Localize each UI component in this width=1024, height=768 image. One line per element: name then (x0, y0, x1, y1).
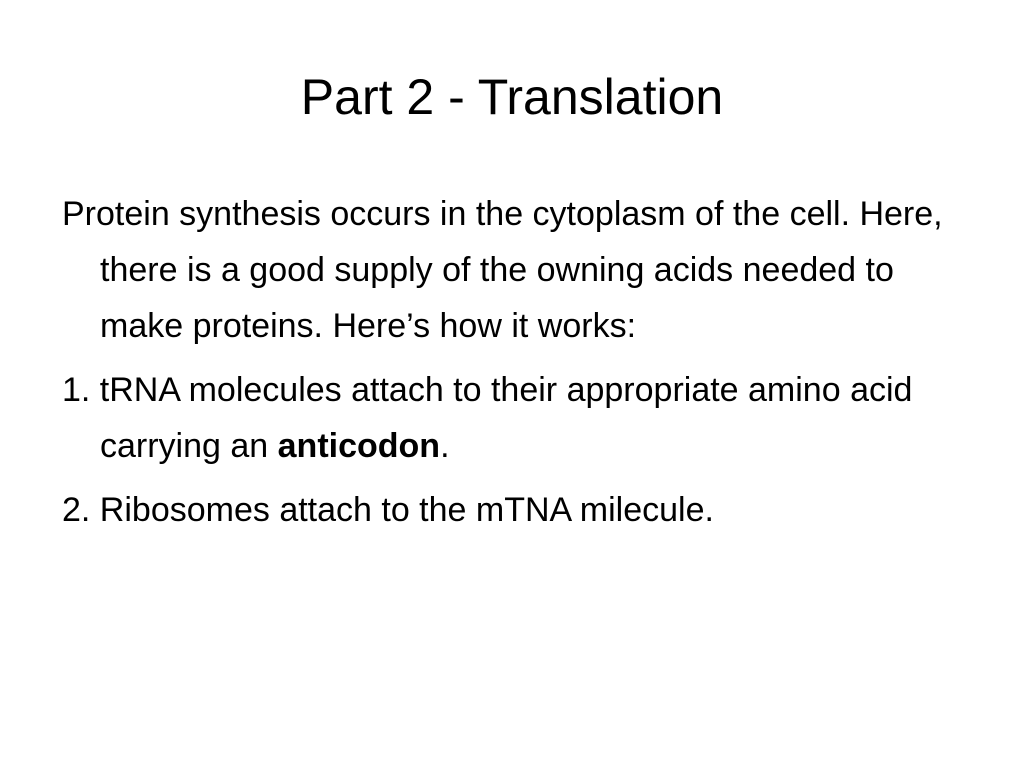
step-2-paragraph: 2. Ribosomes attach to the mTNA milecule. (62, 491, 714, 529)
slide-title: Part 2 - Translation (300, 69, 724, 125)
slide-body (62, 186, 972, 538)
step-1-suffix: . (440, 427, 450, 465)
step-1-paragraph (62, 362, 972, 474)
intro-paragraph: Protein synthesis occurs in the cytoplasm of the cell. Here, there is a good supply of the owning acids needed to make proteins. Here’s how it works: (62, 195, 943, 345)
step-1-text: 1. tRNA molecules attach to their appropriate amino acid carrying an (62, 371, 913, 465)
anticodon-term: anticodon (277, 427, 441, 465)
